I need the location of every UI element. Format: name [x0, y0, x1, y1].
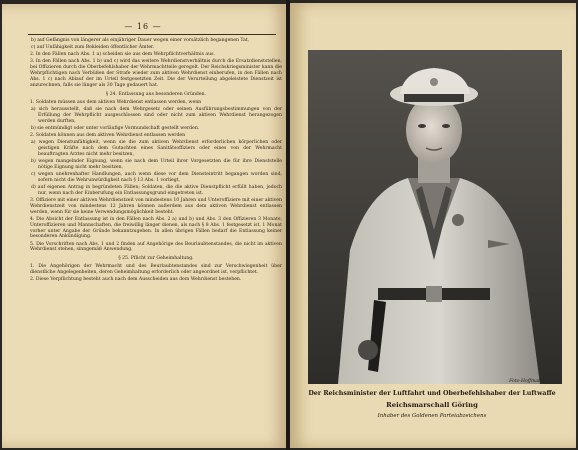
text-paragraph: 3. Offiziere mit einer aktiven Wehrdienstzeit von mindestens 10 Jahren und Unteroffiziere mit einer aktiven Wehrdienstzeit von mindestens 12 Jahren können außerdem aus dem aktiven Wehrdienst entlassen werden, wenn für sie keine Verwendungsmöglichkeit besteht.: [30, 197, 282, 215]
text-paragraph: c) auf Unfähigkeit zum Bekleiden öffentlicher Ämter.: [31, 45, 155, 51]
text-paragraph: c) wegen unehrenhafter Handlungen, auch wenn diese vor dem Diensteintritt begangen worden sind, sofern nicht die Wehrunwürdigkeit nach § 13 Abs. 1 vorliegt,: [31, 171, 282, 183]
portrait-image: [308, 50, 562, 384]
text-paragraph: d) auf eigenen Antrag in begründeten Fällen; Soldaten, die die aktive Dienstpflicht erfüllt haben, jedoch nur, wenn nach der Einberufung ein Entlassungsgrund eingetreten ist.: [31, 184, 282, 196]
caption-title: Der Reichsminister der Luftfahrt und Oberbefehlshaber der Luftwaffe: [308, 390, 556, 397]
photo-credit: Foto-Hoffmann: [509, 379, 544, 384]
caption-subtitle: Inhaber des Goldenen Parteiabzeichens: [377, 413, 487, 419]
text-paragraph: b) sie entmündigt oder unter vorläufige Vormundschaft gestellt werden.: [31, 125, 200, 131]
text-paragraph: 1. Die Angehörigen der Wehrmacht und des Beurlaubtenstandes sind zur Verschwiegenheit über dienstliche Angelegenheiten, deren Geheimhaltung erforderlich oder angeordnet ist, verpflichtet.: [30, 264, 282, 276]
text-paragraph: 2. Soldaten können aus dem aktiven Wehrdienst entlassen werden: [30, 132, 186, 138]
section-heading: § 25. Pflicht zur Geheimhaltung.: [118, 256, 194, 262]
text-paragraph: 3. In den Fällen nach Abs. 1 b) und c) wird das weitere Wehrdienstverhältnis durch die Ersatzdienststellen, bei Offizieren durch die Oberbefehlshaber der Wehrmachtteile geregelt. Der Reichskriegsminister kann die Wehrpflichtigen nach Verbüßen der Strafe wieder zum aktiven Wehrdienst einberufen, in den Fällen nach Abs. 1 c) nach Ablauf der im Urteil festgesetzten Zeit. Die der Verurteilung abgeleistete Dienstzeit ist anzurechnen, falls sie länger als 30 Tage gedauert hat.: [30, 59, 282, 88]
text-paragraph: b) auf Gefängnis von längerer als einjähriger Dauer wegen einer vorsätzlich begangenen Tat,: [31, 38, 250, 43]
text-paragraph: 1. Soldaten müssen aus dem aktiven Wehrdienst entlassen werden, wenn: [30, 99, 202, 105]
book-gutter: [286, 0, 290, 450]
page-text: [30, 38, 282, 284]
portrait-photo: [308, 50, 562, 384]
text-paragraph: 4. Die Absicht der Entlassung ist in den Fällen nach Abs. 2 a) und b) und Abs. 3 den Offizieren 3 Monate, Unteroffizieren und Mannschaften, die freiwillig länger dienen, als nach § 8 Abs. 1 festgesetzt ist, 1 Monat vorher unter Angabe der Gründe bekanntzugeben. In allen übrigen Fällen bedarf die Entlassung keiner besonderen Ankündigung.: [30, 216, 282, 240]
text-paragraph: 5. Die Vorschriften nach Abs. 1 und 2 finden auf Angehörige des Beurlaubtenstandes, die nicht im aktiven Wehrdienst stehen, sinngemäß Anwendung.: [30, 241, 282, 253]
section-heading: § 24. Entlassung aus besonderen Gründen.: [105, 91, 207, 97]
text-paragraph: a) sich herausstellt, daß sie nach dem Wehrgesetz oder seinen Ausführungsbestimmungen von der Erfüllung der Wehrpflicht ausgeschlossen sind oder nicht zum aktiven Wehrdienst herangezogen werden durften,: [31, 106, 282, 124]
text-paragraph: 2. Diese Verpflichtung besteht auch nach dem Ausscheiden aus dem Wehrdienst bestehen.: [30, 277, 242, 283]
text-paragraph: a) wegen Dienstunfähigkeit, wenn sie die zum aktiven Wehrdienst erforderlichen körperlichen oder geistigen Kräfte nach dem Gutachten eines Sanitätsoffiziers oder eines von der Wehrmacht beauftragten Arztes nicht mehr besitzen,: [31, 139, 282, 157]
text-paragraph: 2. In den Fällen nach Abs. 1 a) scheiden sie aus dem Wehrpflichtverhältnis aus.: [30, 52, 215, 58]
page-number: — 16 —: [124, 22, 162, 31]
header-rule: [28, 34, 276, 35]
caption-name: Reichsmarschall Göring: [386, 401, 478, 409]
text-paragraph: b) wegen mangelnder Eignung, wenn sie nach dem Urteil ihrer Vorgesetzten die für ihre Dienststelle nötige Eignung nicht mehr besitzen,: [31, 158, 282, 170]
